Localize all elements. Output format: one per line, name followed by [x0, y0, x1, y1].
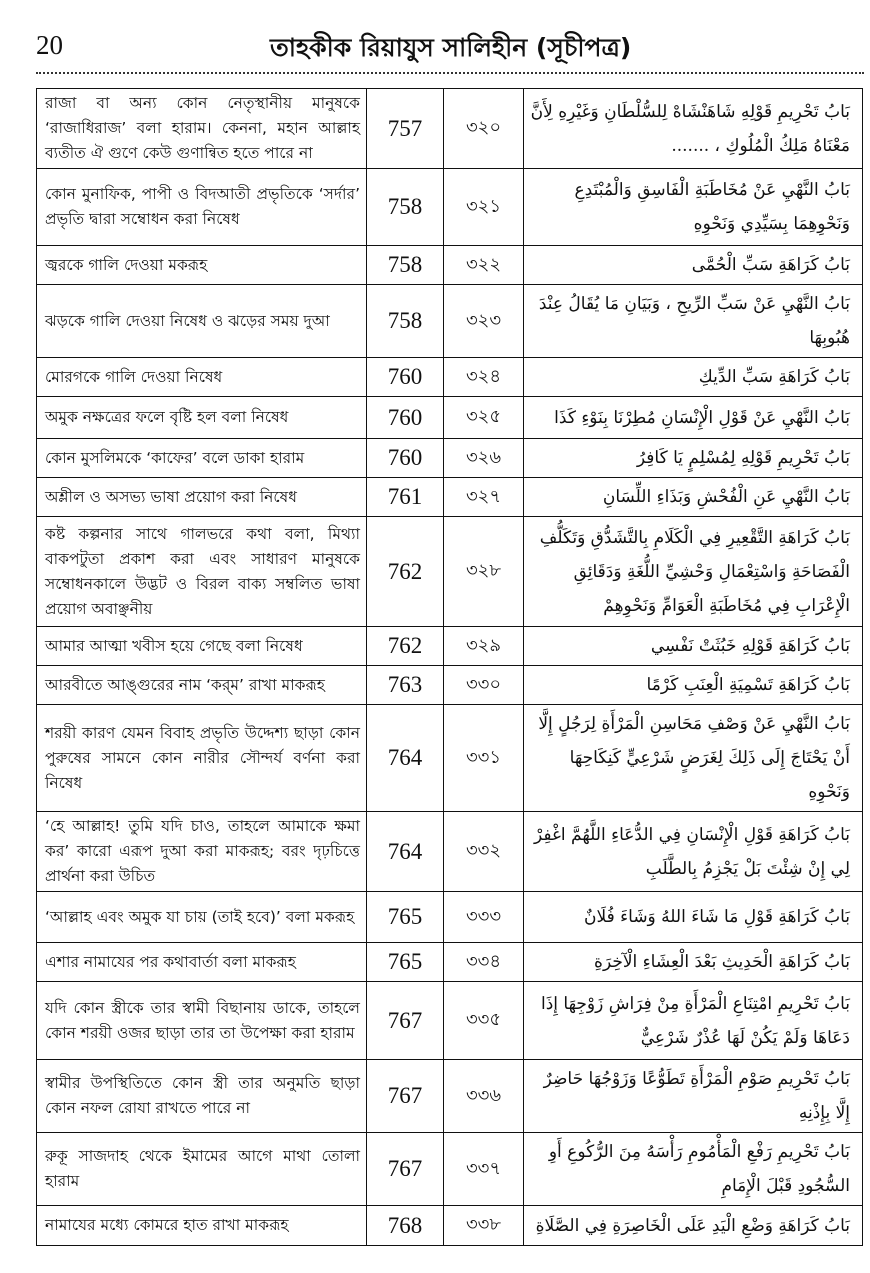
chapter-title-arabic: بَابُ تَحْرِيمِ رَفْعِ الْمَأْمُومِ رَأْسَهُ مِنَ الرُّكُوعِ أَوِ السُّجُودِ قَبْلَ الْإِمَامِ: [524, 1133, 863, 1206]
page-ref: 757: [367, 89, 444, 169]
table-row: [37, 439, 863, 478]
page-ref: 767: [367, 1060, 444, 1133]
table-row: [37, 89, 863, 169]
chapter-title-bengali: নামাযের মধ্যে কোমরে হাত রাখা মাকরূহ: [37, 1206, 367, 1246]
chapter-number: ৩২৩: [444, 285, 524, 358]
header-divider: [36, 72, 864, 74]
chapter-number: ৩২৯: [444, 627, 524, 666]
chapter-number: ৩২১: [444, 169, 524, 246]
chapter-title-arabic: بَابُ كَرَاهَةِ قَوْلِهِ خَبُثَتْ نَفْسِي: [524, 627, 863, 666]
chapter-number: ৩৩৩: [444, 892, 524, 943]
table-row: [37, 478, 863, 517]
chapter-title-arabic: بَابُ كَرَاهَةِ التَّقْعِيرِ فِي الْكَلَامِ بِالتَّشَدُّقِ وَتَكَلُّفِ الْفَصَاحَةِ وَاسْتِعْمَالِ وَحْشِيِّ اللُّغَةِ وَدَقَائِقِ الْإِعْرَابِ فِي مُخَاطَبَةِ الْعَوَامِّ وَنَحْوِهِمْ: [524, 517, 863, 627]
chapter-title-bengali: স্বামীর উপস্থিতিতে কোন স্ত্রী তার অনুমতি ছাড়া কোন নফল রোযা রাখতে পারে না: [37, 1060, 367, 1133]
chapter-title-bengali: কষ্ট কল্পনার সাথে গালভরে কথা বলা, মিথ্যা বাকপটুতা প্রকাশ করা এবং সাধারণ মানুষকে সম্বোধনকালে উদ্ভট ও বিরল বাক্য সম্বলিত ভাষা প্রয়োগ অবাঞ্ছনীয়: [37, 517, 367, 627]
table-row: [37, 1206, 863, 1246]
page-ref: 765: [367, 943, 444, 982]
chapter-title-arabic: بَابُ تَحْرِيمِ صَوْمِ الْمَرْأَةِ تَطَوُّعًا وَزَوْجُهَا حَاضِرٌ إِلَّا بِإِذْنِهِ: [524, 1060, 863, 1133]
page-ref: 760: [367, 358, 444, 397]
chapter-title-arabic: بَابُ تَحْرِيمِ امْتِنَاعِ الْمَرْأَةِ مِنْ فِرَاشِ زَوْجِهَا إِذَا دَعَاهَا وَلَمْ يَكُنْ لَهَا عُذْرٌ شَرْعِيٌّ: [524, 982, 863, 1060]
page-ref: 767: [367, 982, 444, 1060]
chapter-title-bengali: আমার আত্মা খবীস হয়ে গেছে বলা নিষেধ: [37, 627, 367, 666]
page-ref: 760: [367, 439, 444, 478]
page-ref: 760: [367, 397, 444, 439]
table-row: [37, 705, 863, 812]
table-row: [37, 358, 863, 397]
chapter-title-bengali: ‘আল্লাহ এবং অমুক যা চায় (তাই হবে)’ বলা মকরূহ: [37, 892, 367, 943]
page-header: [0, 0, 870, 78]
chapter-title-bengali: ‘হে আল্লাহ! তুমি যদি চাও, তাহলে আমাকে ক্ষমা কর’ কারো এরূপ দুআ করা মাকরূহ; বরং দৃঢ়চিত্তে প্রার্থনা করা উচিত: [37, 812, 367, 892]
chapter-title-bengali: এশার নামাযের পর কথাবার্তা বলা মাকরূহ: [37, 943, 367, 982]
chapter-title-arabic: بَابُ تَحْرِيمِ قَوْلِهِ لِمُسْلِمٍ يَا كَافِرُ: [524, 439, 863, 478]
chapter-number: ৩২৪: [444, 358, 524, 397]
table-row: [37, 246, 863, 285]
chapter-title-bengali: ঝড়কে গালি দেওয়া নিষেধ ও ঝড়ের সময় দুআ: [37, 285, 367, 358]
table-row: [37, 285, 863, 358]
page-ref: 763: [367, 666, 444, 705]
page-ref: 761: [367, 478, 444, 517]
chapter-number: ৩৩৫: [444, 982, 524, 1060]
page-ref: 758: [367, 246, 444, 285]
table-row: [37, 943, 863, 982]
chapter-title-arabic: بَابُ النَّهْيِ عَنْ قَوْلِ الْإِنْسَانِ مُطِرْنَا بِنَوْءِ كَذَا: [524, 397, 863, 439]
page-ref: 767: [367, 1133, 444, 1206]
page-ref: 758: [367, 169, 444, 246]
page-title: তাহকীক রিয়াযুস সালিহীন (সূচীপত্র): [270, 33, 632, 62]
chapter-number: ৩২৭: [444, 478, 524, 517]
chapter-number: ৩৩২: [444, 812, 524, 892]
chapter-title-arabic: بَابُ تَحْرِيمِ قَوْلِهِ شَاهَنْشَاهْ لِلسُّلْطَانِ وَغَيْرِهِ لِأَنَّ مَعْنَاهُ مَلِكُ الْمُلُوكِ ، .......: [524, 89, 863, 169]
chapter-number: ৩২৬: [444, 439, 524, 478]
chapter-title-arabic: بَابُ كَرَاهَةِ سَبِّ الْحُمَّى: [524, 246, 863, 285]
table-row: [37, 982, 863, 1060]
page-ref: 764: [367, 705, 444, 812]
page-ref: 764: [367, 812, 444, 892]
table-row: [37, 627, 863, 666]
table-row: [37, 1133, 863, 1206]
chapter-number: ৩৩০: [444, 666, 524, 705]
chapter-title-bengali: কোন মুসলিমকে ‘কাফের’ বলে ডাকা হারাম: [37, 439, 367, 478]
chapter-title-bengali: রাজা বা অন্য কোন নেতৃস্থানীয় মানুষকে ‘রাজাধিরাজ’ বলা হারাম। কেননা, মহান আল্লাহ ব্যতীত ঐ গুণে কেউ গুণান্বিত হতে পারে না: [37, 89, 367, 169]
chapter-title-bengali: কোন মুনাফিক, পাপী ও বিদআতী প্রভৃতিকে ‘সর্দার’ প্রভৃতি দ্বারা সম্বোধন করা নিষেধ: [37, 169, 367, 246]
table-row: [37, 812, 863, 892]
chapter-number: ৩৩৭: [444, 1133, 524, 1206]
chapter-number: ৩২৫: [444, 397, 524, 439]
chapter-number: ৩২৮: [444, 517, 524, 627]
chapter-number: ৩৩৬: [444, 1060, 524, 1133]
chapter-title-bengali: অশ্লীল ও অসভ্য ভাষা প্রয়োগ করা নিষেধ: [37, 478, 367, 517]
table-row: [37, 892, 863, 943]
page-ref: 765: [367, 892, 444, 943]
chapter-number: ৩২০: [444, 89, 524, 169]
chapter-title-arabic: بَابُ النَّهْيِ عَنْ مُخَاطَبَةِ الْفَاسِقِ وَالْمُبْتَدِعِ وَنَحْوِهِمَا بِسَيِّدِي وَنَحْوِهِ: [524, 169, 863, 246]
table-row: [37, 1060, 863, 1133]
chapter-number: ৩৩১: [444, 705, 524, 812]
chapter-title-bengali: শরয়ী কারণ যেমন বিবাহ প্রভৃতি উদ্দেশ্য ছাড়া কোন পুরুষের সামনে কোন নারীর সৌন্দর্য বর্ণনা করা নিষেধ: [37, 705, 367, 812]
chapter-title-bengali: আরবীতে আঙ্গুরের নাম ‘কর্‌ম’ রাখা মাকরূহ: [37, 666, 367, 705]
chapter-title-bengali: যদি কোন স্ত্রীকে তার স্বামী বিছানায় ডাকে, তাহলে কোন শরয়ী ওজর ছাড়া তার তা উপেক্ষা করা হারাম: [37, 982, 367, 1060]
chapter-title-bengali: অমুক নক্ষত্রের ফলে বৃষ্টি হল বলা নিষেধ: [37, 397, 367, 439]
chapter-title-arabic: بَابُ كَرَاهَةِ قَوْلِ الْإِنْسَانِ فِي الدُّعَاءِ اللَّهُمَّ اغْفِرْ لِي إِنْ شِئْتَ بَلْ يَجْزِمُ بِالطَّلَبِ: [524, 812, 863, 892]
chapter-number: ৩৩৪: [444, 943, 524, 982]
page-ref: 762: [367, 517, 444, 627]
table-row: [37, 397, 863, 439]
chapter-title-bengali: জ্বরকে গালি দেওয়া মকরূহ: [37, 246, 367, 285]
chapter-title-arabic: بَابُ كَرَاهَةِ الْحَدِيثِ بَعْدَ الْعِشَاءِ الْآخِرَةِ: [524, 943, 863, 982]
chapter-title-bengali: রুকূ সাজদাহ থেকে ইমামের আগে মাথা তোলা হারাম: [37, 1133, 367, 1206]
table-row: [37, 666, 863, 705]
chapter-title-arabic: بَابُ كَرَاهَةِ وَضْعِ الْيَدِ عَلَى الْخَاصِرَةِ فِي الصَّلَاةِ: [524, 1206, 863, 1246]
chapter-title-arabic: بَابُ كَرَاهَةِ تَسْمِيَةِ الْعِنَبِ كَرْمًا: [524, 666, 863, 705]
page-ref: 768: [367, 1206, 444, 1246]
chapter-number: ৩৩৮: [444, 1206, 524, 1246]
chapter-title-arabic: بَابُ النَّهْيِ عَنِ الْفُحْشِ وَبَذَاءِ اللِّسَانِ: [524, 478, 863, 517]
index-table-body: [37, 89, 863, 1246]
page-ref: 758: [367, 285, 444, 358]
table-row: [37, 169, 863, 246]
chapter-title-arabic: بَابُ النَّهْيِ عَنْ سَبِّ الرِّيحِ ، وَبَيَانِ مَا يُقَالُ عِنْدَ هُبُوبِهَا: [524, 285, 863, 358]
chapter-title-arabic: بَابُ كَرَاهَةِ سَبِّ الدِّيكِ: [524, 358, 863, 397]
chapter-number: ৩২২: [444, 246, 524, 285]
page-number: 20: [36, 30, 63, 60]
table-row: [37, 517, 863, 627]
index-table: [36, 88, 863, 1246]
chapter-title-arabic: بَابُ كَرَاهَةِ قَوْلِ مَا شَاءَ اللهُ وَشَاءَ فُلَانٌ: [524, 892, 863, 943]
page-ref: 762: [367, 627, 444, 666]
chapter-title-arabic: بَابُ النَّهْيِ عَنْ وَصْفِ مَحَاسِنِ الْمَرْأَةِ لِرَجُلٍ إِلَّا أَنْ يَحْتَاجَ إِلَى ذَلِكَ لِغَرَضٍ شَرْعِيٍّ كَنِكَاحِهَا وَنَحْوِهِ: [524, 705, 863, 812]
chapter-title-bengali: মোরগকে গালি দেওয়া নিষেধ: [37, 358, 367, 397]
